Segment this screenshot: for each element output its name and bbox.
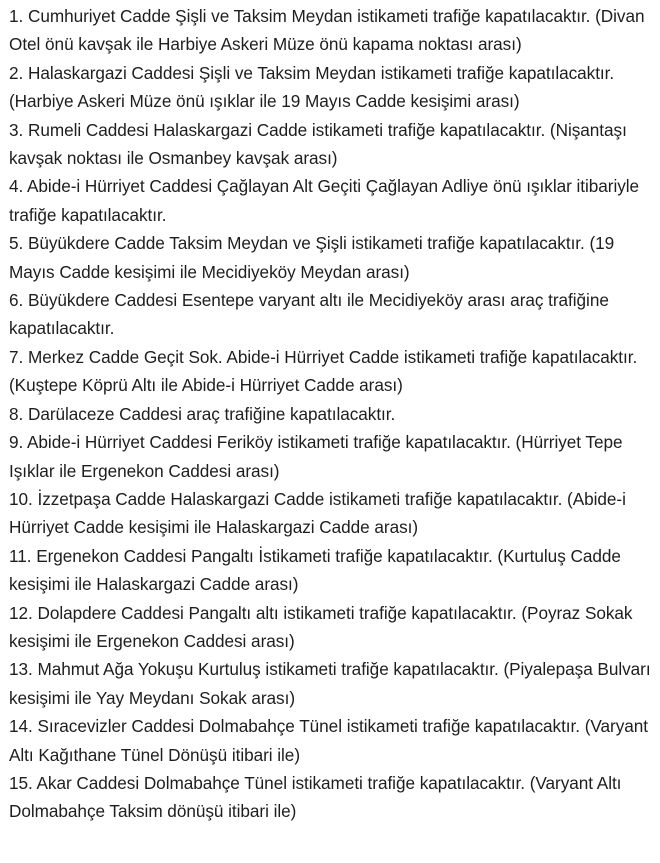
closure-item-11: 11. Ergenekon Caddesi Pangaltı İstikameti trafiğe kapatılacaktır. (Kurtuluş Cadde kesişimi ile Halaskargazi Cadde arası) (9, 545, 621, 595)
closure-item-8: 8. Darülaceze Caddesi araç trafiğine kapatılacaktır. (9, 403, 396, 424)
closure-item-1: 1. Cumhuriyet Cadde Şişli ve Taksim Meydan istikameti trafiğe kapatılacaktır. (Divan Otel önü kavşak ile Harbiye Askeri Müze önü kapama noktası arası) (9, 6, 645, 55)
closure-item-2: 2. Halaskargazi Caddesi Şişli ve Taksim Meydan istikameti trafiğe kapatılacaktır. (Harbiye Askeri Müze önü ışıklar ile 19 Mayıs Cadde kesişimi arası) (9, 62, 615, 112)
closure-item-15: 15. Akar Caddesi Dolmabahçe Tünel istikameti trafiğe kapatılacaktır. (Varyant Altı Dolmabahçe Taksim dönüşü itibari ile) (9, 772, 622, 822)
closure-item-6: 6. Büyükdere Caddesi Esentepe varyant altı ile Mecidiyeköy arası araç trafiğine kapatılacaktır. (9, 290, 609, 339)
closure-item-13: 13. Mahmut Ağa Yokuşu Kurtuluş istikameti trafiğe kapatılacaktır. (Piyalepaşa Bulvarı kesişimi ile Yay Meydanı Sokak arası) (9, 659, 651, 708)
closure-item-3: 3. Rumeli Caddesi Halaskargazi Cadde istikameti trafiğe kapatılacaktır. (Nişantaşı kavşak noktası ile Osmanbey kavşak arası) (9, 119, 627, 169)
closure-item-14: 14. Sıracevizler Caddesi Dolmabahçe Tünel istikameti trafiğe kapatılacaktır. (Varyant Altı Kağıthane Tünel Dönüşü itibari ile) (9, 716, 648, 765)
closure-item-7: 7. Merkez Cadde Geçit Sok. Abide-i Hürriyet Cadde istikameti trafiğe kapatılacaktır. (Kuştepe Köprü Altı ile Abide-i Hürriyet Cadde arası) (9, 346, 638, 396)
closure-item-5: 5. Büyükdere Cadde Taksim Meydan ve Şişli istikameti trafiğe kapatılacaktır. (19 Mayıs Cadde kesişimi ile Mecidiyeköy Meydan arası) (9, 233, 615, 282)
closure-item-10: 10. İzzetpaşa Cadde Halaskargazi Cadde istikameti trafiğe kapatılacaktır. (Abide-i Hürriyet Cadde kesişimi ile Halaskargazi Cadde arası) (9, 488, 626, 538)
closure-item-4: 4. Abide-i Hürriyet Caddesi Çağlayan Alt Geçiti Çağlayan Adliye önü ışıklar itibariyle trafiğe kapatılacaktır. (9, 176, 640, 225)
closure-item-12: 12. Dolapdere Caddesi Pangaltı altı istikameti trafiğe kapatılacaktır. (Poyraz Sokak kesişimi ile Ergenekon Caddesi arası) (9, 602, 633, 651)
closure-item-9: 9. Abide-i Hürriyet Caddesi Feriköy istikameti trafiğe kapatılacaktır. (Hürriyet Tepe Işıklar ile Ergenekon Caddesi arası) (9, 432, 623, 481)
